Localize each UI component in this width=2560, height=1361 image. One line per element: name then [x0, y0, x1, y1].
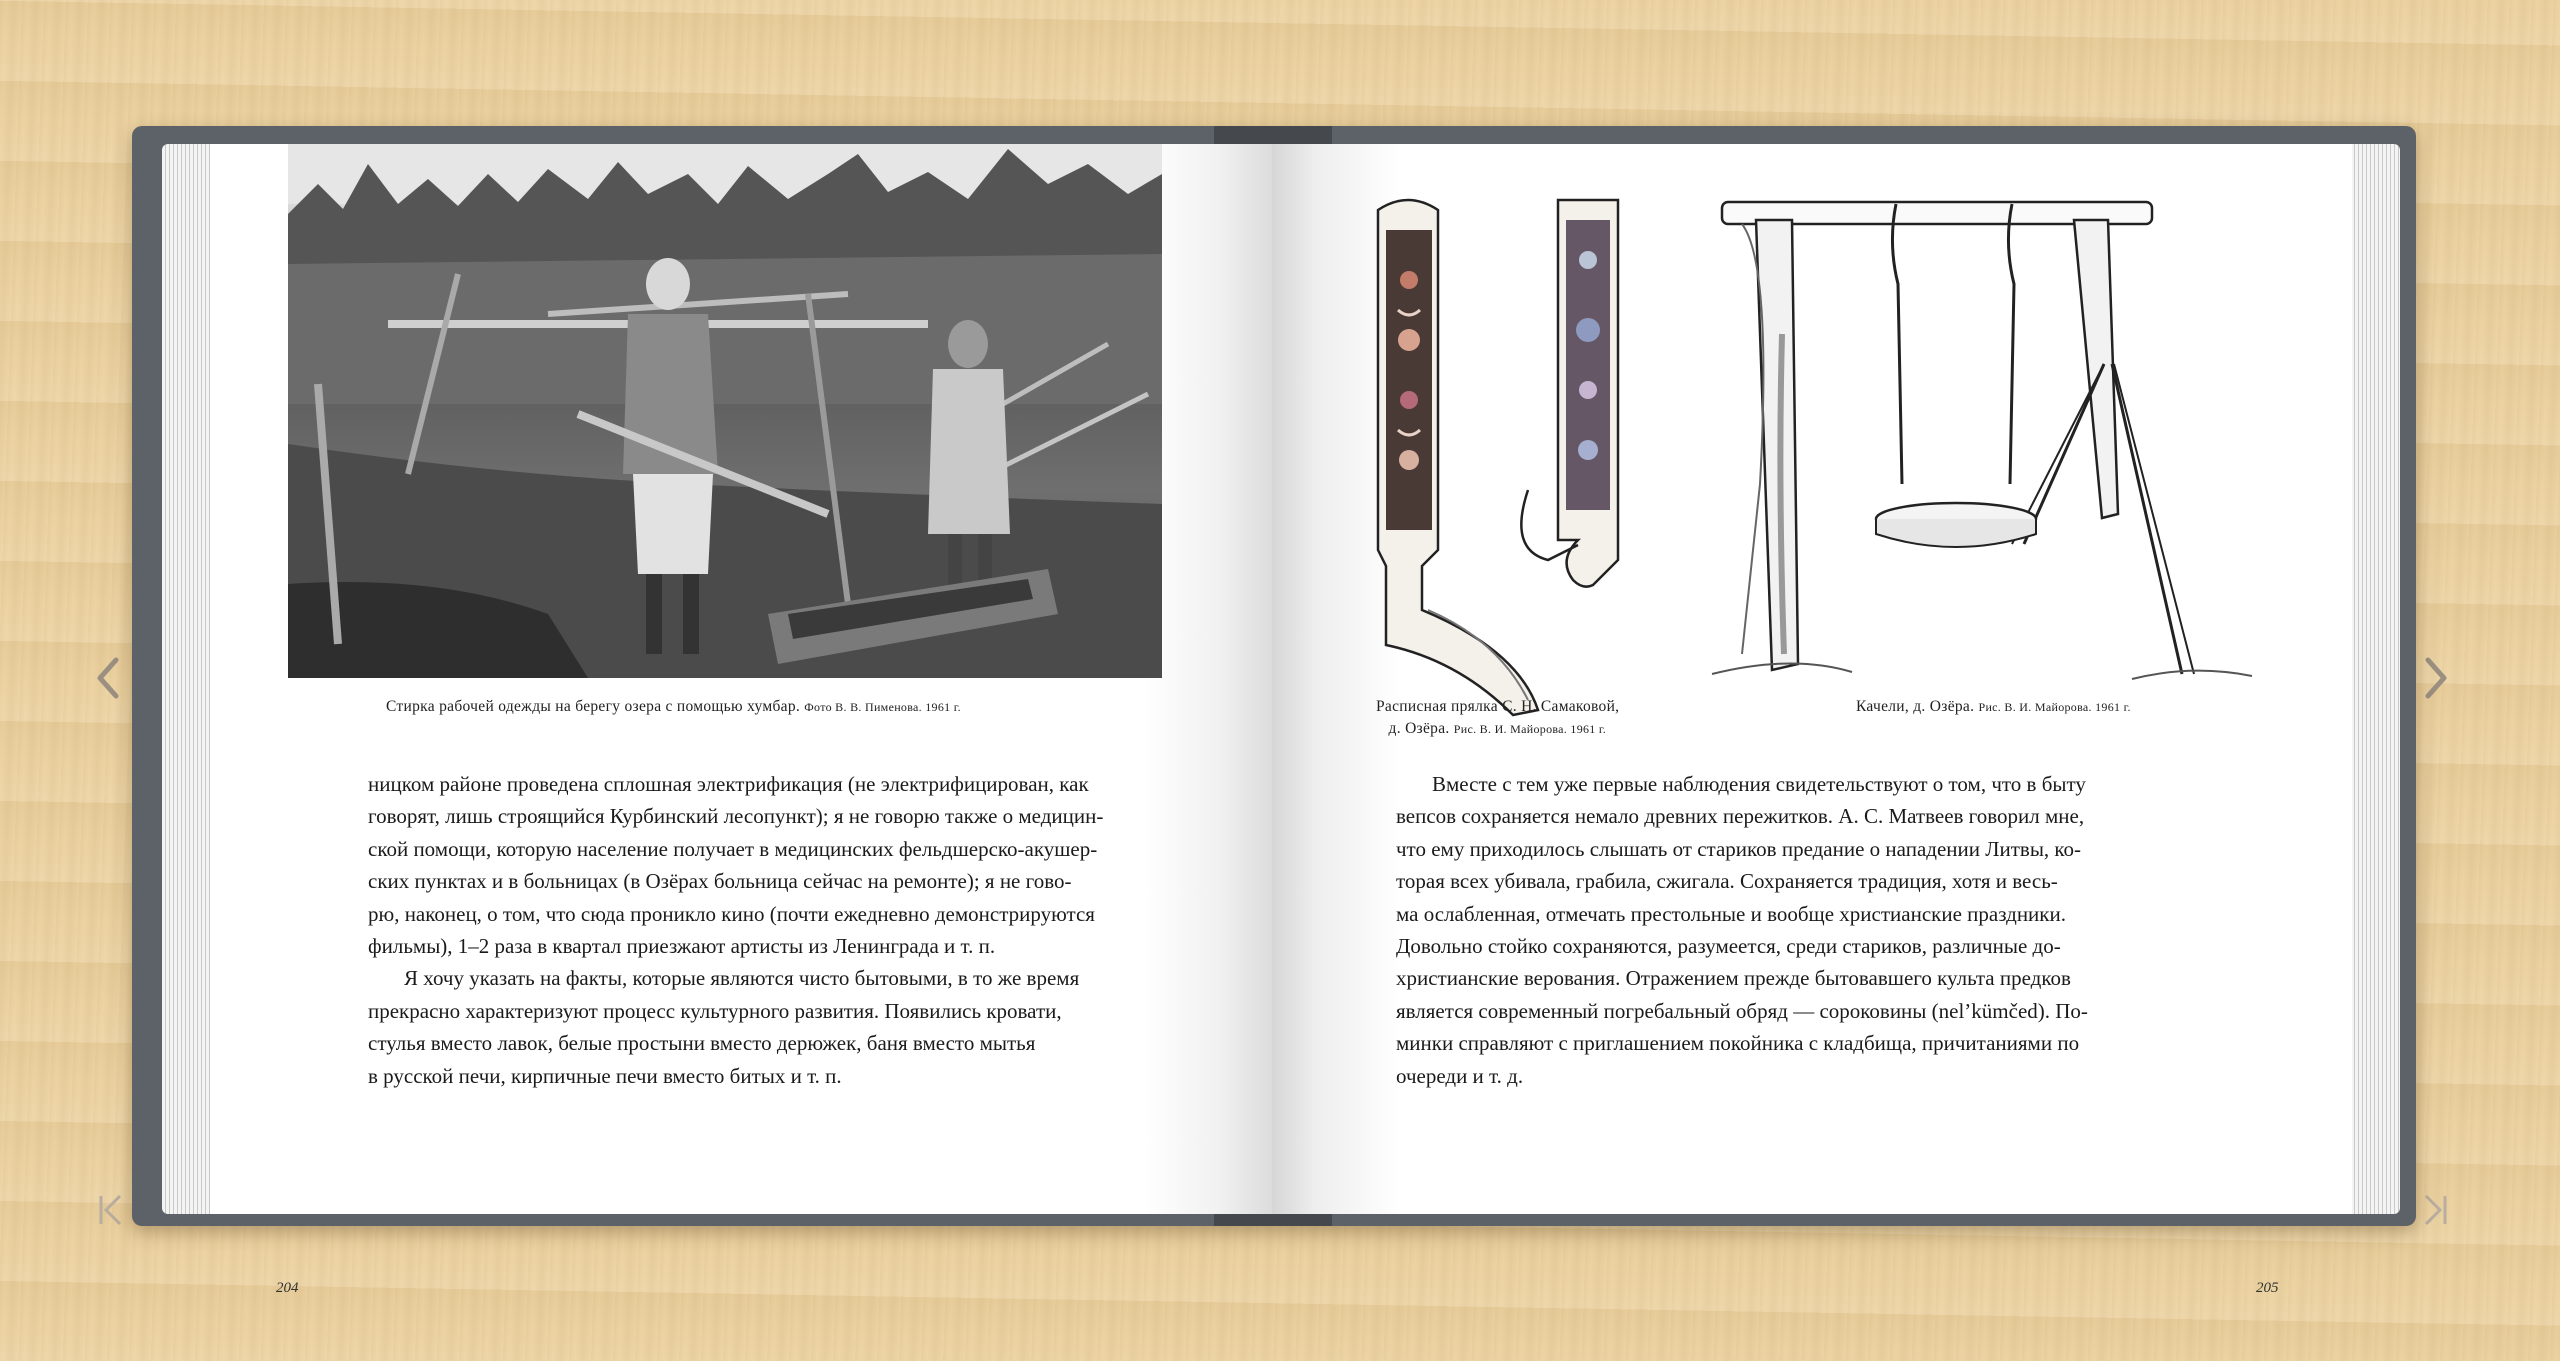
swing-illustration: [1712, 184, 2272, 744]
left-paragraph-2: Я хочу указать на факты, которые являются чисто бытовыми, в то же время прекрасно характеризуют процесс культурного развития. Появились кровати, стулья вместо лавок, белые простыни вместо дерюжек, баня вместо мытья в русской печи, кирпичные печи вместо битых и т. п.: [368, 966, 1080, 1088]
next-page-button[interactable]: [2422, 648, 2452, 708]
right-page-edges: [2350, 144, 2400, 1214]
chevron-left-icon: [92, 648, 122, 708]
photo-caption-text: Стирка рабочей одежды на берегу озера с помощью хумбар.: [386, 698, 801, 715]
swing-caption: Качели, д. Озёра. Рис. В. И. Майорова. 1961 г.: [1856, 698, 2131, 715]
page-number-left: 204: [276, 1280, 299, 1296]
page-number-right: 205: [2256, 1280, 2279, 1296]
spinning-distaff-illustration: [1368, 190, 1628, 750]
left-page[interactable]: [210, 144, 1272, 1296]
laundry-photo: [288, 144, 1162, 678]
last-page-button[interactable]: [2420, 1192, 2450, 1228]
right-paragraph: Вместе с тем уже первые наблюдения свидетельствуют о том, что в быту вепсов сохраняется немало древних пережитков. А. С. Матвеев говорил мне, что ему приходилось слышать от стариков предание о нападении Литвы, ко- торая всех убивала, грабила, сжигала. Сохраняется традиция, хотя и весь- ма ослабленная, отмечать престольные и вообще христианские праздники. Довольно стойко сохраняются, разумеется, среди стариков, различные до- христианские верования. Отражением прежде бытовавшего культа предков является современный погребальный обряд — сороковины (nel’kümčed). По- минки справляют с приглашением покойника с кладбища, причитаниями по очереди и т. д.: [1396, 772, 2088, 1088]
distaff-caption: Расписная прялка С. Н. Самаковой, д. Озёра. Рис. В. И. Майорова. 1961 г.: [1376, 698, 1620, 737]
right-page[interactable]: [1272, 144, 2352, 1296]
photo-credit: Фото В. В. Пименова. 1961 г.: [804, 700, 961, 714]
left-body-text: [368, 768, 1168, 1092]
right-body-text: [1396, 768, 2196, 1092]
left-paragraph-1: ницком районе проведена сплошная электрификация (не электрифицирован, как говорят, лишь строящийся Курбинский лесопункт); я не говорю также о медицин- ской помощи, которую население получает в медицинских фельдшерско-акушер- ских пунктах и в больницах (в Озёрах больница сейчас на ремонте); я не гово- рю, наконец, о том, что сюда проникло кино (почти ежедневно демонстрируются фильмы), 1–2 раза в квартал приезжают артисты из Ленинграда и т. п.: [368, 772, 1104, 959]
left-page-edges: [162, 144, 212, 1214]
photo-caption: [386, 696, 961, 718]
last-page-icon: [2420, 1192, 2450, 1228]
chevron-right-icon: [2422, 648, 2452, 708]
first-page-icon: [96, 1192, 126, 1228]
previous-page-button[interactable]: [92, 648, 122, 708]
first-page-button[interactable]: [96, 1192, 126, 1228]
